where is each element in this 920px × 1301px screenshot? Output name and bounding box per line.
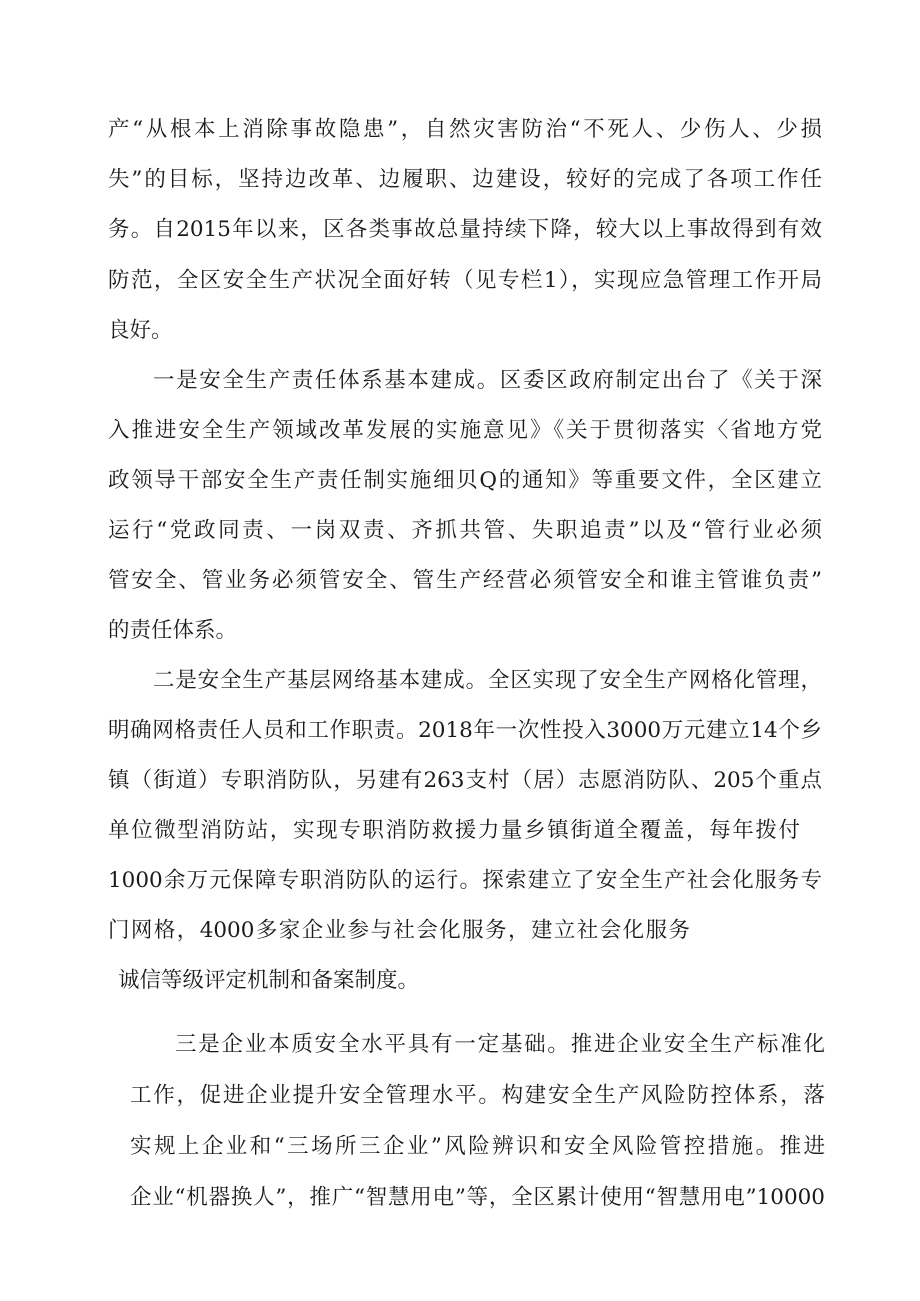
text-line: 产“从根本上消除事故隐患”，自然灾害防治“不死人、少伤人、少损 — [108, 117, 822, 142]
text-line: 明确网格责任人员和工作职责。2018年一次性投入3000万元建立14个乡 — [108, 718, 822, 743]
text-line: 三是企业本质安全水平具有一定基础。推进企业安全生产标准化 — [175, 1032, 825, 1057]
text-line: 失”的目标，坚持边改革、边履职、边建设，较好的完成了各项工作任 — [108, 167, 822, 192]
text-line: 管安全、管业务必须管安全、管生产经营必须管安全和谁主管谁负责” — [108, 568, 822, 593]
text-line: 良好。 — [108, 318, 173, 343]
text-line: 1000余万元保障专职消防队的运行。探索建立了安全生产社会化服务专 — [108, 868, 822, 893]
text-line: 运行“党政同责、一岗双责、齐抓共管、失职追责”以及“管行业必须 — [108, 518, 822, 543]
text-line: 防范，全区安全生产状况全面好转（见专栏1），实现应急管理工作开局 — [108, 268, 822, 293]
text-line: 政领导干部安全生产责任制实施细贝Q的通知》等重要文件，全区建立 — [108, 468, 822, 493]
text-line: 工作，促进企业提升安全管理水平。构建安全生产风险防控体系，落 — [130, 1083, 825, 1108]
text-line: 的责任体系。 — [108, 618, 238, 643]
text-line: 门网格，4000多家企业参与社会化服务，建立社会化服务 — [108, 918, 690, 943]
text-line: 入推进安全生产领域改革发展的实施意见》《关于贯彻落实〈省地方党 — [108, 418, 822, 443]
text-line: 单位微型消防站，实现专职消防救援力量乡镇街道全覆盖，每年拨付 — [108, 818, 800, 843]
text-line: 诚信等级评定机制和备案制度。 — [118, 968, 420, 993]
text-line: 镇（街道）专职消防队，另建有263支村（居）志愿消防队、205个重点 — [108, 768, 822, 793]
text-line: 实规上企业和“三场所三企业”风险辨识和安全风险管控措施。推进 — [130, 1134, 825, 1159]
text-line: 一是安全生产责任体系基本建成。区委区政府制定出台了《关于深 — [153, 368, 822, 393]
text-line: 企业“机器换人”，推广“智慧用电”等，全区累计使用“智慧用电”10000 — [130, 1185, 825, 1210]
text-line: 二是安全生产基层网络基本建成。全区实现了安全生产网格化管理， — [153, 668, 822, 693]
text-line: 务。自2015年以来，区各类事故总量持续下降，较大以上事故得到有效 — [108, 217, 822, 242]
